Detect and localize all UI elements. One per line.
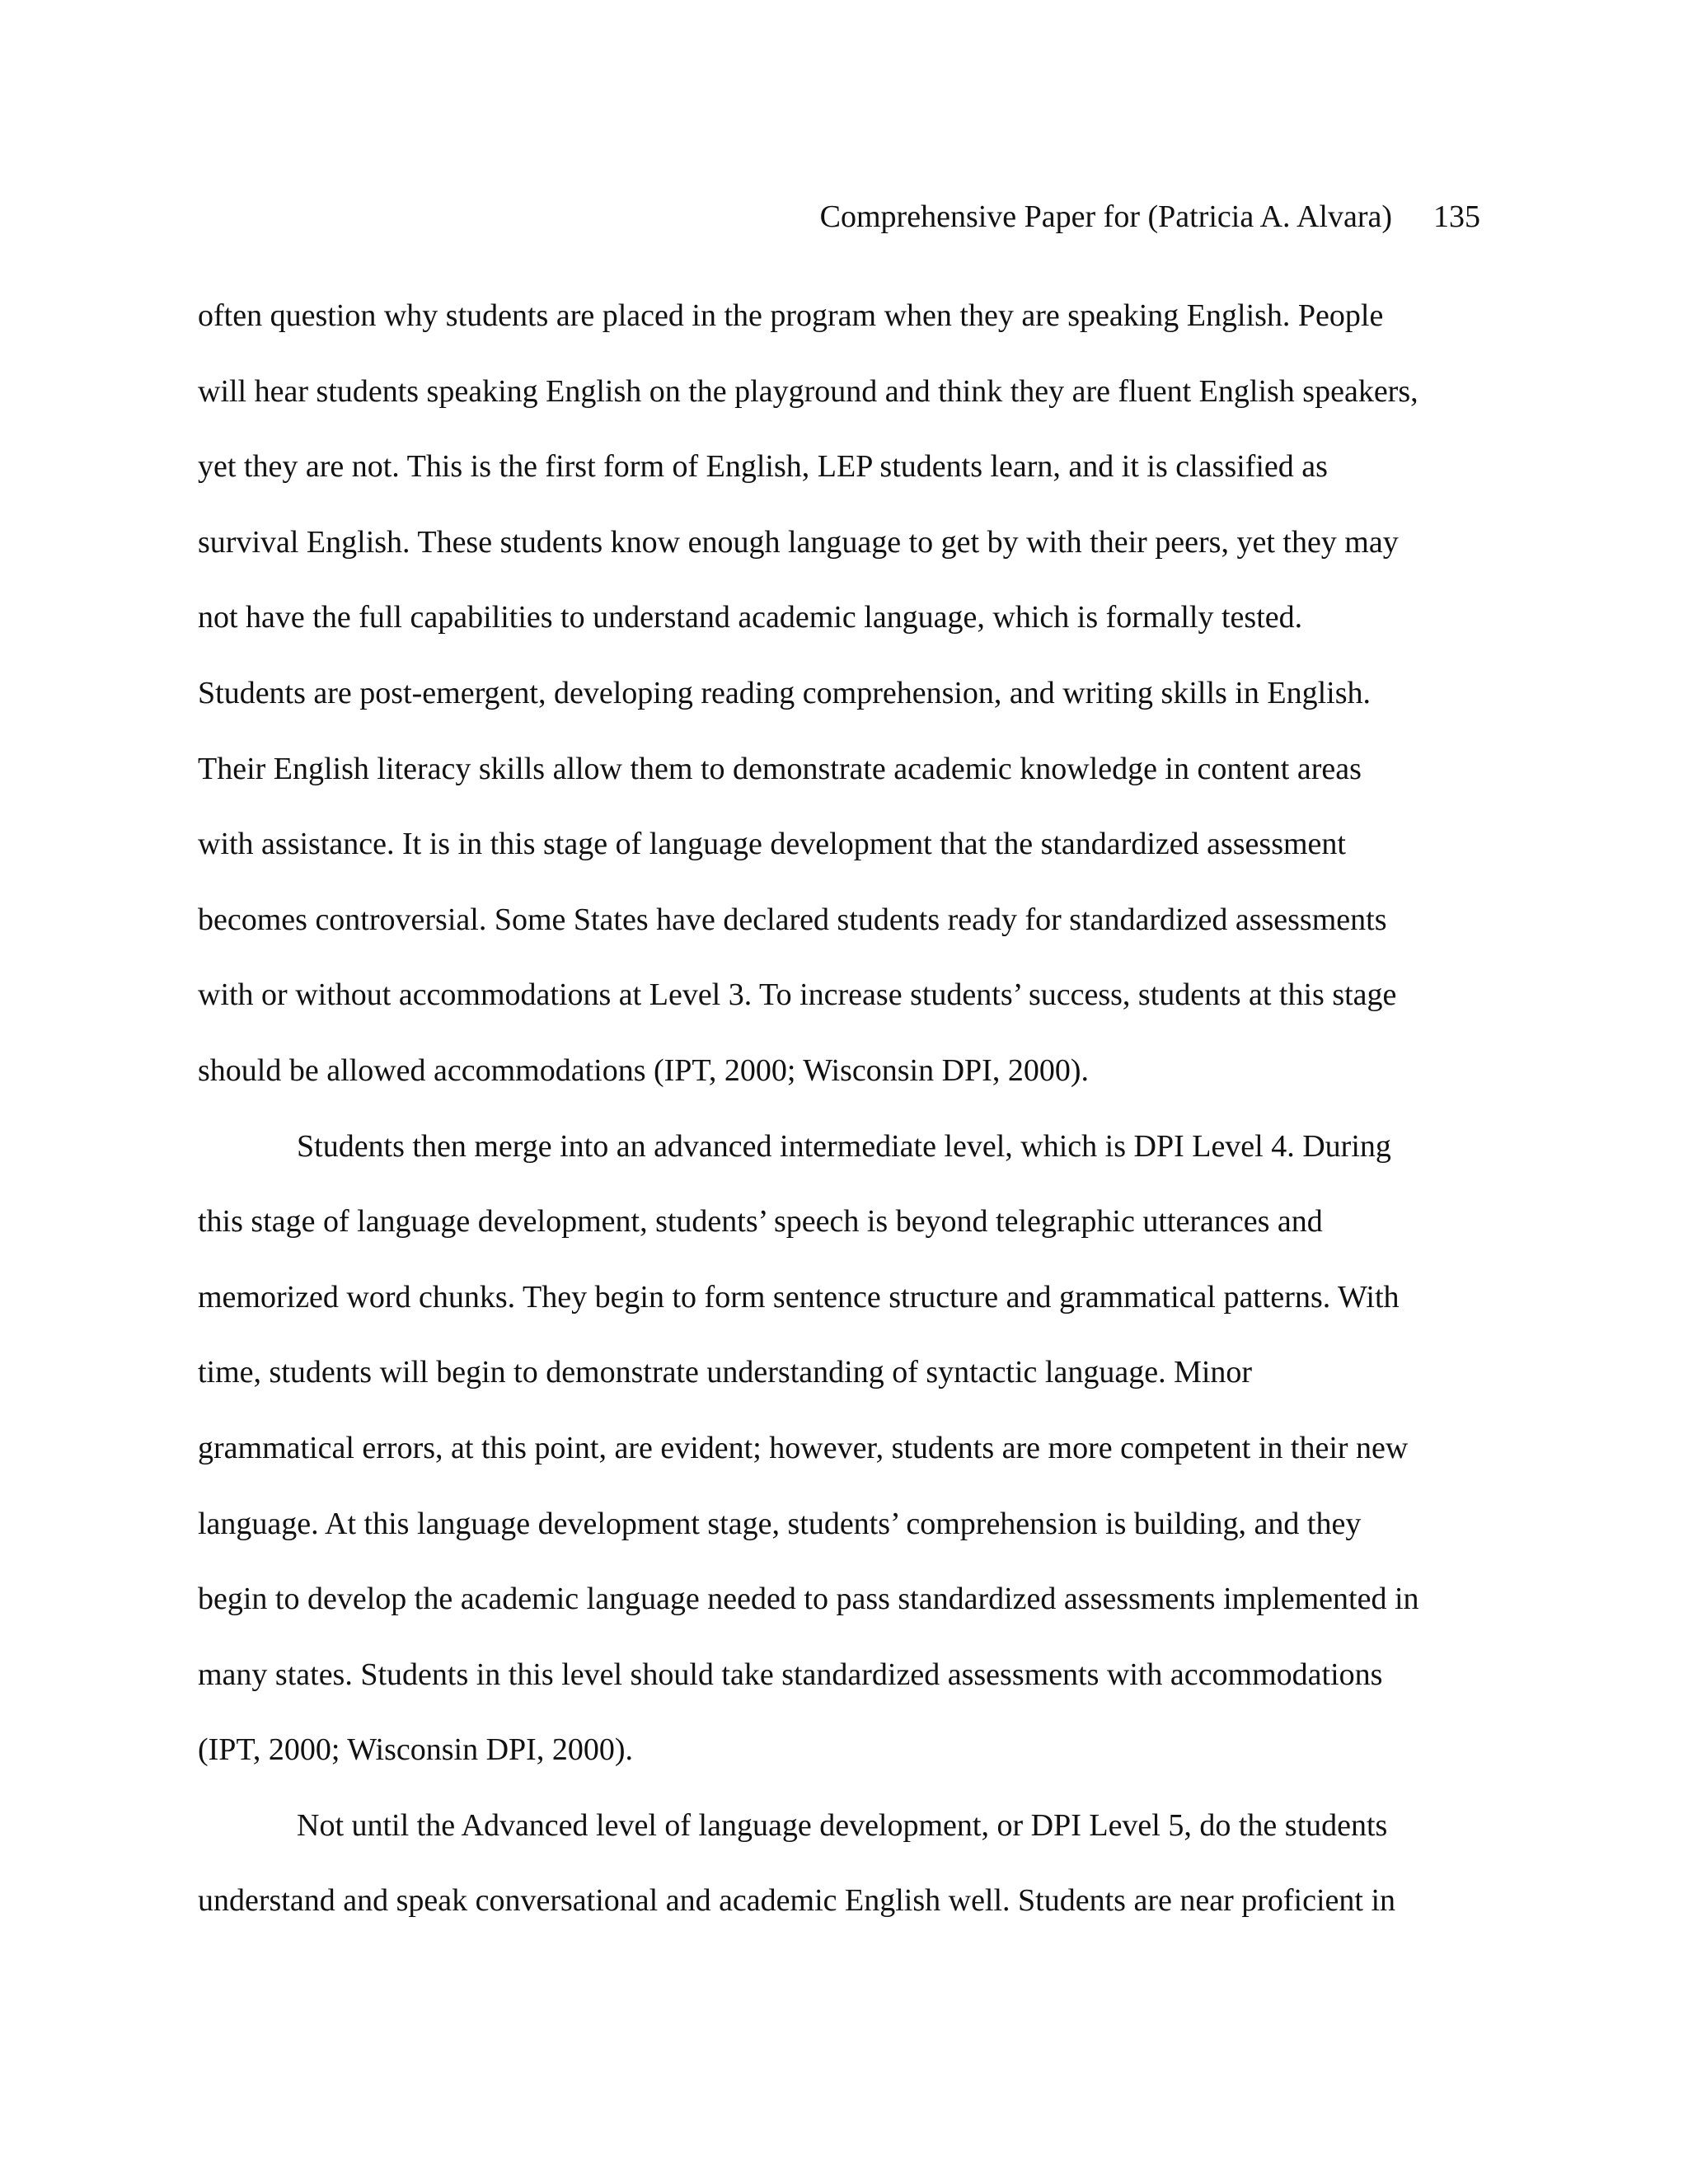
text-line: not have the full capabilities to understand academic language, which is formally tested. [198, 600, 1303, 635]
running-title: Comprehensive Paper for (Patricia A. Alvara) [819, 199, 1392, 234]
text-line: should be allowed accommodations (IPT, 2000; Wisconsin DPI, 2000). [198, 1052, 1089, 1088]
running-head [820, 196, 1480, 237]
text-line: language. At this language development stage, students’ comprehension is building, and they [198, 1506, 1362, 1541]
text-line: grammatical errors, at this point, are evident; however, students are more competent in their new [198, 1430, 1409, 1465]
text-line: understand and speak conversational and academic English well. Students are near proficient in [198, 1883, 1395, 1919]
body-text [198, 293, 1492, 1954]
text-line: time, students will begin to demonstrate understanding of syntactic language. Minor [198, 1355, 1253, 1390]
text-line: this stage of language development, students’ speech is beyond telegraphic utterances and [198, 1204, 1323, 1240]
paragraph-first-line: Not until the Advanced level of language development, or DPI Level 5, do the students [297, 1807, 1388, 1843]
text-line: memorized word chunks. They begin to form sentence structure and grammatical patterns. With [198, 1279, 1400, 1315]
text-line: will hear students speaking English on the playground and think they are fluent English speakers, [198, 373, 1418, 409]
text-line: becomes controversial. Some States have declared students ready for standardized assessments [198, 902, 1387, 937]
paragraph-first-line: Students then merge into an advanced intermediate level, which is DPI Level 4. During [297, 1128, 1391, 1164]
text-line: many states. Students in this level should take standardized assessments with accommodations [198, 1657, 1383, 1692]
text-line: often question why students are placed in the program when they are speaking English. People [198, 298, 1384, 333]
text-line: yet they are not. This is the first form of English, LEP students learn, and it is classified as [198, 449, 1328, 485]
text-line: Their English literacy skills allow them to demonstrate academic knowledge in content areas [198, 751, 1362, 786]
text-line: begin to develop the academic language needed to pass standardized assessments implemented in [198, 1582, 1419, 1617]
page-number: 135 [1433, 199, 1480, 234]
text-line: with or without accommodations at Level 3. To increase students’ success, students at this stage [198, 977, 1397, 1013]
text-line: with assistance. It is in this stage of language development that the standardized assessment [198, 827, 1346, 862]
text-line: Students are post-emergent, developing reading comprehension, and writing skills in English. [198, 675, 1371, 710]
text-line: survival English. These students know enough language to get by with their peers, yet they may [198, 524, 1399, 560]
text-line: (IPT, 2000; Wisconsin DPI, 2000). [198, 1732, 633, 1768]
